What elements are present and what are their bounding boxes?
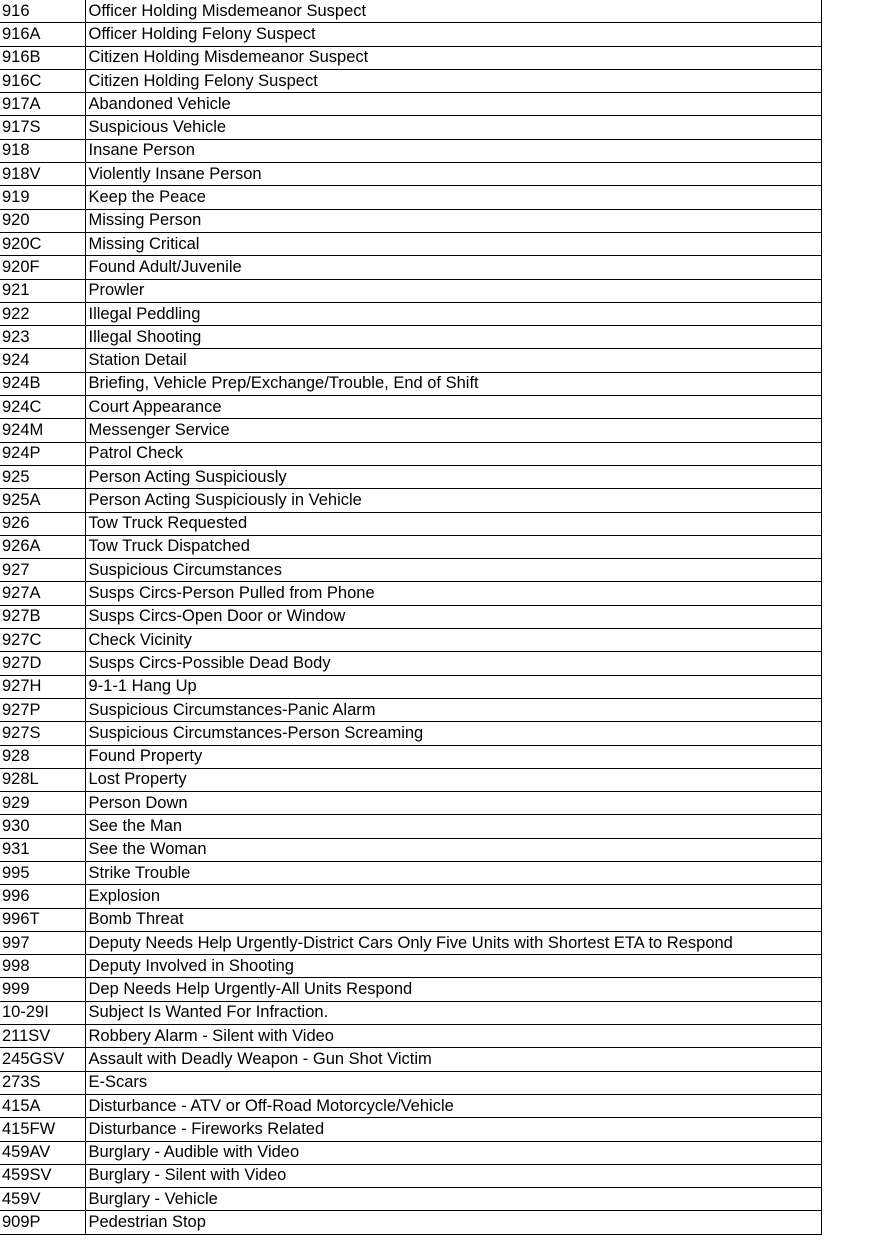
- table-row: [0, 861, 821, 884]
- code-cell: 927D: [0, 652, 85, 675]
- code-cell: 924B: [0, 372, 85, 395]
- description-cell: Burglary - Vehicle: [85, 1188, 821, 1211]
- code-cell: 996T: [0, 908, 85, 931]
- code-cell: 924C: [0, 396, 85, 419]
- code-cell: 926A: [0, 535, 85, 558]
- description-cell: Found Property: [85, 745, 821, 768]
- description-cell: Messenger Service: [85, 419, 821, 442]
- table-row: [0, 116, 821, 139]
- description-cell: Court Appearance: [85, 396, 821, 419]
- code-cell: 459SV: [0, 1164, 85, 1187]
- table-row: [0, 396, 821, 419]
- description-cell: Prowler: [85, 279, 821, 302]
- table-row: [0, 931, 821, 954]
- code-cell: 917A: [0, 93, 85, 116]
- table-row: [0, 209, 821, 232]
- table-row: [0, 23, 821, 46]
- table-row: [0, 1048, 821, 1071]
- code-cell: 10-29I: [0, 1001, 85, 1024]
- description-cell: Missing Critical: [85, 232, 821, 255]
- description-cell: Person Acting Suspiciously: [85, 465, 821, 488]
- table-row: [0, 232, 821, 255]
- description-cell: Illegal Shooting: [85, 326, 821, 349]
- code-cell: 916: [0, 0, 85, 23]
- table-row: [0, 978, 821, 1001]
- description-cell: Deputy Involved in Shooting: [85, 955, 821, 978]
- table-row: [0, 838, 821, 861]
- description-cell: Assault with Deadly Weapon - Gun Shot Victim: [85, 1048, 821, 1071]
- code-cell: 928L: [0, 768, 85, 791]
- description-cell: Explosion: [85, 885, 821, 908]
- code-cell: 459AV: [0, 1141, 85, 1164]
- table-row: [0, 46, 821, 69]
- table-row: [0, 186, 821, 209]
- code-cell: 927S: [0, 722, 85, 745]
- table-row: [0, 698, 821, 721]
- description-cell: Briefing, Vehicle Prep/Exchange/Trouble, End of Shift: [85, 372, 821, 395]
- code-cell: 273S: [0, 1071, 85, 1094]
- description-cell: Tow Truck Dispatched: [85, 535, 821, 558]
- description-cell: Bomb Threat: [85, 908, 821, 931]
- code-cell: 918: [0, 139, 85, 162]
- description-cell: Station Detail: [85, 349, 821, 372]
- code-cell: 929: [0, 792, 85, 815]
- code-cell: 916B: [0, 46, 85, 69]
- description-cell: Deputy Needs Help Urgently-District Cars Only Five Units with Shortest ETA to Respond: [85, 931, 821, 954]
- code-cell: 923: [0, 326, 85, 349]
- code-cell: 930: [0, 815, 85, 838]
- code-cell: 998: [0, 955, 85, 978]
- table-row: [0, 349, 821, 372]
- description-cell: Tow Truck Requested: [85, 512, 821, 535]
- code-cell: 928: [0, 745, 85, 768]
- code-cell: 922: [0, 302, 85, 325]
- description-cell: Check Vicinity: [85, 629, 821, 652]
- description-cell: Suspicious Circumstances-Panic Alarm: [85, 698, 821, 721]
- table-row: [0, 489, 821, 512]
- table-row: [0, 1118, 821, 1141]
- description-cell: Suspicious Vehicle: [85, 116, 821, 139]
- description-cell: Susps Circs-Possible Dead Body: [85, 652, 821, 675]
- table-row: [0, 372, 821, 395]
- description-cell: Lost Property: [85, 768, 821, 791]
- description-cell: Illegal Peddling: [85, 302, 821, 325]
- code-cell: 925A: [0, 489, 85, 512]
- code-cell: 918V: [0, 163, 85, 186]
- code-cell: 415A: [0, 1094, 85, 1117]
- table-row: [0, 559, 821, 582]
- table-row: [0, 1071, 821, 1094]
- code-cell: 924P: [0, 442, 85, 465]
- description-cell: Person Down: [85, 792, 821, 815]
- code-cell: 920C: [0, 232, 85, 255]
- description-cell: Missing Person: [85, 209, 821, 232]
- table-row: [0, 256, 821, 279]
- code-cell: 916A: [0, 23, 85, 46]
- description-cell: Disturbance - Fireworks Related: [85, 1118, 821, 1141]
- description-cell: Dep Needs Help Urgently-All Units Respond: [85, 978, 821, 1001]
- code-cell: 996: [0, 885, 85, 908]
- description-cell: Citizen Holding Felony Suspect: [85, 69, 821, 92]
- description-cell: Suspicious Circumstances: [85, 559, 821, 582]
- description-cell: Suspicious Circumstances-Person Screaming: [85, 722, 821, 745]
- table-row: [0, 908, 821, 931]
- code-cell: 920F: [0, 256, 85, 279]
- table-row: [0, 1164, 821, 1187]
- table-row: [0, 93, 821, 116]
- code-cell: 917S: [0, 116, 85, 139]
- description-cell: Strike Trouble: [85, 861, 821, 884]
- table-row: [0, 465, 821, 488]
- table-row: [0, 675, 821, 698]
- description-cell: Violently Insane Person: [85, 163, 821, 186]
- table-row: [0, 442, 821, 465]
- table-row: [0, 1094, 821, 1117]
- table-row: [0, 535, 821, 558]
- table-row: [0, 629, 821, 652]
- table-row: [0, 722, 821, 745]
- table-row: [0, 1025, 821, 1048]
- description-cell: Disturbance - ATV or Off-Road Motorcycle/Vehicle: [85, 1094, 821, 1117]
- table-row: [0, 1001, 821, 1024]
- table-row: [0, 768, 821, 791]
- table-row: [0, 955, 821, 978]
- table-row: [0, 326, 821, 349]
- description-cell: E-Scars: [85, 1071, 821, 1094]
- table-row: [0, 139, 821, 162]
- table-row: [0, 302, 821, 325]
- description-cell: Abandoned Vehicle: [85, 93, 821, 116]
- table-row: [0, 69, 821, 92]
- code-cell: 931: [0, 838, 85, 861]
- table-row: [0, 652, 821, 675]
- description-cell: Burglary - Audible with Video: [85, 1141, 821, 1164]
- table-row: [0, 1188, 821, 1211]
- code-cell: 919: [0, 186, 85, 209]
- description-cell: See the Man: [85, 815, 821, 838]
- description-cell: Insane Person: [85, 139, 821, 162]
- table-row: [0, 605, 821, 628]
- code-cell: 415FW: [0, 1118, 85, 1141]
- code-cell: 925: [0, 465, 85, 488]
- description-cell: Burglary - Silent with Video: [85, 1164, 821, 1187]
- table-row: [0, 1211, 821, 1234]
- code-cell: 245GSV: [0, 1048, 85, 1071]
- table-row: [0, 582, 821, 605]
- table-row: [0, 419, 821, 442]
- table-row: [0, 279, 821, 302]
- description-cell: Keep the Peace: [85, 186, 821, 209]
- code-cell: 927B: [0, 605, 85, 628]
- code-cell: 997: [0, 931, 85, 954]
- table-row: [0, 885, 821, 908]
- code-cell: 920: [0, 209, 85, 232]
- code-cell: 999: [0, 978, 85, 1001]
- table-row: [0, 512, 821, 535]
- code-cell: 211SV: [0, 1025, 85, 1048]
- code-cell: 927: [0, 559, 85, 582]
- description-cell: Susps Circs-Person Pulled from Phone: [85, 582, 821, 605]
- description-cell: Officer Holding Felony Suspect: [85, 23, 821, 46]
- description-cell: Officer Holding Misdemeanor Suspect: [85, 0, 821, 23]
- description-cell: Citizen Holding Misdemeanor Suspect: [85, 46, 821, 69]
- code-cell: 459V: [0, 1188, 85, 1211]
- description-cell: Robbery Alarm - Silent with Video: [85, 1025, 821, 1048]
- table-row: [0, 0, 821, 23]
- table-row: [0, 815, 821, 838]
- description-cell: See the Woman: [85, 838, 821, 861]
- code-cell: 927H: [0, 675, 85, 698]
- code-cell: 924: [0, 349, 85, 372]
- table-row: [0, 1141, 821, 1164]
- description-cell: Patrol Check: [85, 442, 821, 465]
- description-cell: Person Acting Suspiciously in Vehicle: [85, 489, 821, 512]
- code-cell: 924M: [0, 419, 85, 442]
- description-cell: Found Adult/Juvenile: [85, 256, 821, 279]
- table-row: [0, 792, 821, 815]
- code-cell: 921: [0, 279, 85, 302]
- code-cell: 916C: [0, 69, 85, 92]
- code-cell: 926: [0, 512, 85, 535]
- description-cell: 9-1-1 Hang Up: [85, 675, 821, 698]
- description-cell: Subject Is Wanted For Infraction.: [85, 1001, 821, 1024]
- description-cell: Susps Circs-Open Door or Window: [85, 605, 821, 628]
- code-cell: 927C: [0, 629, 85, 652]
- table-row: [0, 745, 821, 768]
- code-cell: 995: [0, 861, 85, 884]
- table-row: [0, 163, 821, 186]
- code-cell: 927P: [0, 698, 85, 721]
- code-cell: 927A: [0, 582, 85, 605]
- description-cell: Pedestrian Stop: [85, 1211, 821, 1234]
- code-cell: 909P: [0, 1211, 85, 1234]
